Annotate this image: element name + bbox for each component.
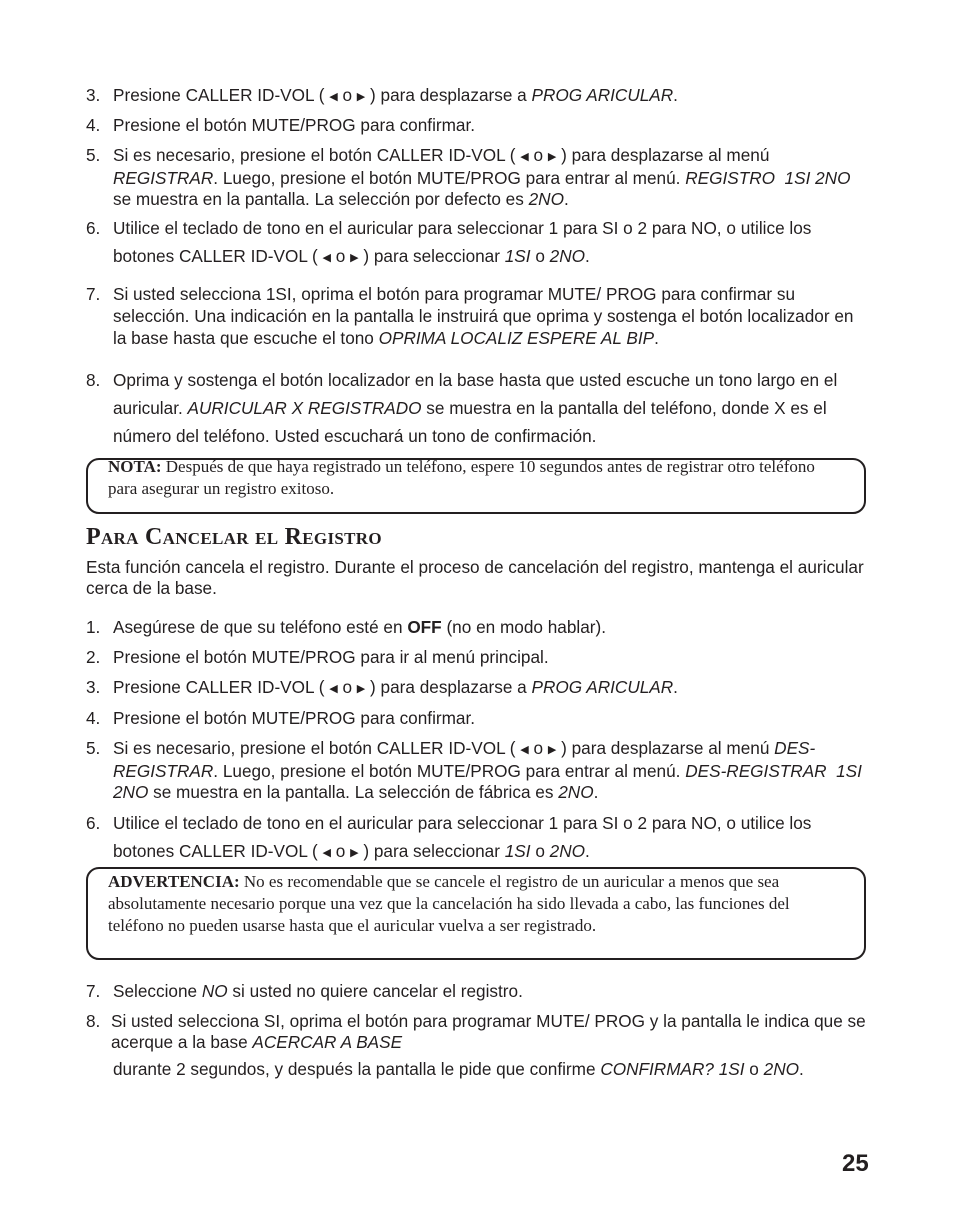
step-text: Utilice el teclado de tono en el auricular para seleccionar 1 para SI o 2 para NO, o utilice los botones CALLER ID-VOL ( ◀ o ▶ ) para seleccionar 1SI o 2NO. — [113, 813, 812, 861]
step-text: Si es necesario, presione el botón CALLER ID-VOL ( ◀ o ▶ ) para desplazarse al menú REGISTRAR. Luego, presione el botón MUTE/PROG para entrar al menú. REGISTRO 1SI 2NO se muestra en la pantalla. La selección por defecto es 2NO. — [113, 145, 851, 209]
step-text: durante 2 segundos, y después la pantalla le pide que confirme CONFIRMAR? 1SI o 2NO. — [113, 1059, 804, 1079]
section-intro: Esta función cancela el registro. Durante el proceso de cancelación del registro, mantenga el auricular cerca de la base. — [86, 557, 864, 598]
step-8 — [86, 1011, 871, 1053]
step-2 — [86, 647, 871, 668]
section-heading: Para Cancelar el Registro — [86, 524, 382, 550]
step-6 — [86, 809, 871, 867]
step-text: Seleccione NO si usted no quiere cancelar el registro. — [113, 981, 523, 1001]
step-number: 4. — [86, 708, 101, 728]
step-8-top — [86, 366, 871, 450]
warning-text: No es recomendable que se cancele el registro de un auricular a menos que sea absolutamente necesario porque una vez que la cancelación ha sido llevada a cabo, las funciones del teléfono no pueden usarse hasta que el auricular vuelva a ser registrado. — [108, 872, 790, 935]
step-8-continuation — [86, 1059, 871, 1080]
step-number: 6. — [86, 218, 101, 238]
step-number: 5. — [86, 738, 101, 758]
step-number: 2. — [86, 647, 101, 667]
step-text: Presione el botón MUTE/PROG para confirmar. — [113, 708, 476, 728]
step-5 — [86, 738, 871, 803]
step-text: Si usted selecciona SI, oprima el botón para programar MUTE/ PROG y la pantalla le indica que se acerque a la base ACERCAR A BASE — [111, 1011, 866, 1052]
step-number: 6. — [86, 813, 101, 833]
step-6-top — [86, 214, 871, 272]
step-5-top — [86, 145, 871, 210]
note-box — [86, 458, 866, 514]
step-7 — [86, 981, 871, 1002]
step-number: 4. — [86, 115, 101, 135]
warning-box — [86, 867, 866, 960]
step-text: Si usted selecciona 1SI, oprima el botón para programar MUTE/ PROG para confirmar su selección. Una indicación en la pantalla le instruirá que oprima y sostenga el botón localizador en la base hasta que escuche el tono OPRIMA LOCALIZ ESPERE AL BIP. — [113, 284, 854, 348]
step-number: 5. — [86, 145, 101, 165]
step-number: 3. — [86, 85, 101, 105]
note-label: NOTA: — [108, 457, 162, 476]
step-text: Presione CALLER ID-VOL ( ◀ o ▶ ) para desplazarse a PROG ARICULAR. — [113, 677, 678, 697]
step-4 — [86, 708, 871, 729]
note-text: Después de que haya registrado un teléfono, espere 10 segundos antes de registrar otro teléfono para asegurar un registro exitoso. — [108, 457, 815, 498]
warning-label: ADVERTENCIA: — [108, 872, 240, 891]
step-number: 7. — [86, 284, 101, 304]
step-number: 7. — [86, 981, 101, 1001]
step-number: 8. — [86, 1011, 101, 1031]
step-text: Si es necesario, presione el botón CALLER ID-VOL ( ◀ o ▶ ) para desplazarse al menú DES-REGISTRAR. Luego, presione el botón MUTE/PROG para entrar al menú. DES-REGISTRAR 1SI 2NO se muestra en la pantalla. La selección de fábrica es 2NO. — [113, 738, 862, 802]
step-number: 1. — [86, 617, 101, 637]
page-number: 25 — [842, 1150, 869, 1177]
step-text: Presione el botón MUTE/PROG para confirmar. — [113, 115, 476, 135]
step-3-top — [86, 85, 871, 108]
step-number: 3. — [86, 677, 101, 697]
step-number: 8. — [86, 370, 101, 390]
step-4-top — [86, 115, 871, 136]
step-text: Utilice el teclado de tono en el auricular para seleccionar 1 para SI o 2 para NO, o utilice los botones CALLER ID-VOL ( ◀ o ▶ ) para seleccionar 1SI o 2NO. — [113, 218, 812, 266]
step-1 — [86, 617, 871, 638]
step-3 — [86, 677, 871, 700]
step-text: Presione el botón MUTE/PROG para ir al menú principal. — [113, 647, 549, 667]
step-7-top — [86, 283, 871, 349]
step-text: Asegúrese de que su teléfono esté en OFF (no en modo hablar). — [113, 617, 607, 637]
step-text: Oprima y sostenga el botón localizador en la base hasta que usted escuche un tono largo en el auricular. AURICULAR X REGISTRADO se muestra en la pantalla del teléfono, donde X es el número del teléfono. Usted escuchará un tono de confirmación. — [113, 370, 838, 446]
step-text: Presione CALLER ID-VOL ( ◀ o ▶ ) para desplazarse a PROG ARICULAR. — [113, 85, 678, 105]
